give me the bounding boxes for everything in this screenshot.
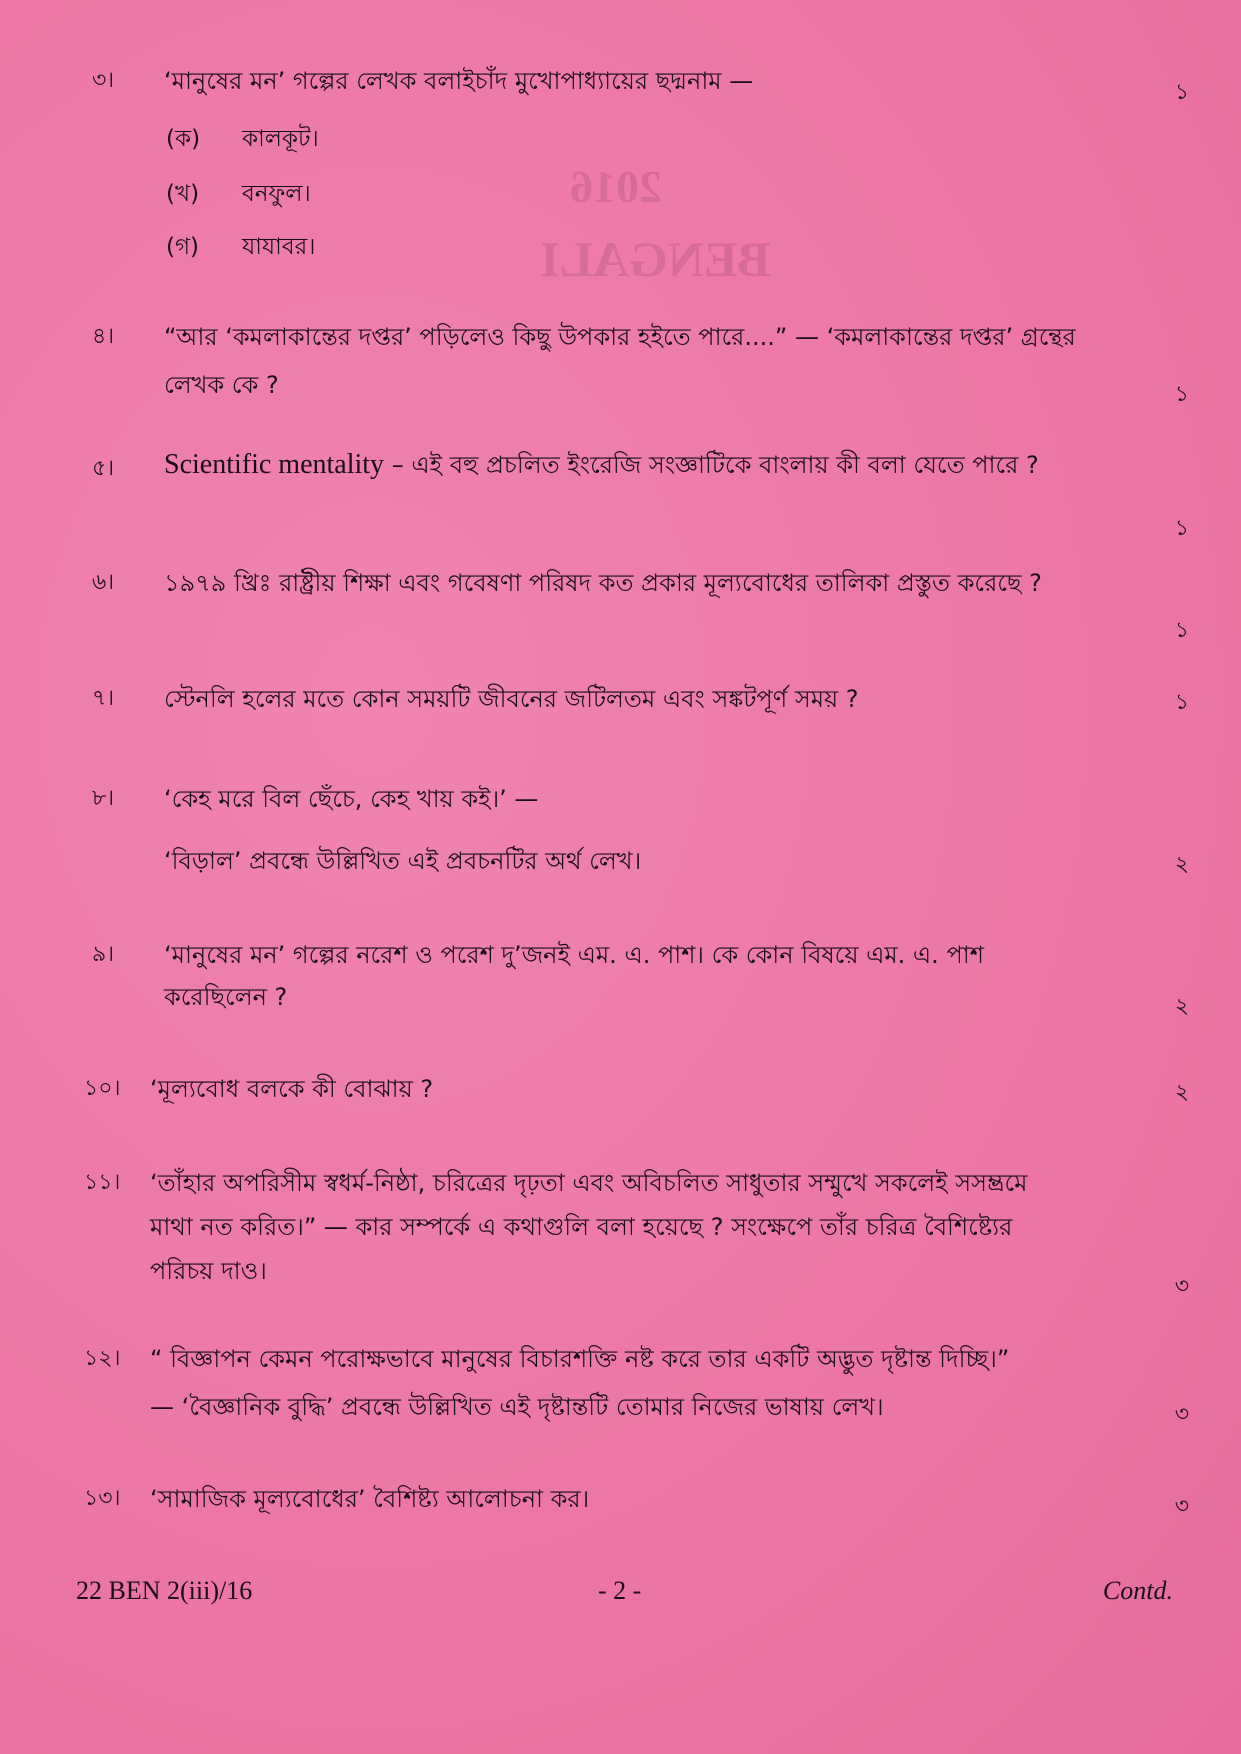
question-text-line-2: লেখক কে ?	[164, 371, 279, 399]
question-number: ১০।	[84, 1076, 121, 1101]
question-text: স্টেনলি হলের মতে কোন সময়টি জীবনের জটিলতম এবং সঙ্কটপূর্ণ সময় ?	[164, 685, 859, 713]
question-marks: ৩	[1174, 1494, 1189, 1519]
paper-code: 22 BEN 2(iii)/16	[76, 1576, 253, 1605]
question-number: ৮।	[92, 786, 115, 811]
question-marks: ১	[1174, 618, 1189, 643]
question-text-line-1: “আর ‘কমলাকান্তের দপ্তর’ পড়িলেও কিছু উপকার হইতে পারে....” — ‘কমলাকান্তের দপ্তর’ গ্রন্থের	[164, 323, 1076, 351]
question-text-line-2: মাথা নত করিত।” — কার সম্পর্কে এ কথাগুলি বলা হয়েছে ? সংক্ষেপে তাঁর চরিত্র বৈশিষ্ট্যের	[150, 1213, 1013, 1241]
question-marks: ২	[1174, 994, 1189, 1019]
question-text-line-1: ‘মানুষের মন’ গল্পের নরেশ ও পরেশ দু’জনই এম. এ. পাশ। কে কোন বিষয়ে এম. এ. পাশ	[164, 941, 984, 969]
question-number: ১১।	[84, 1170, 121, 1195]
question-text-line-2: ‘বিড়াল’ প্রবন্ধে উল্লিখিত এই প্রবচনটির অর্থ লেখ।	[164, 847, 642, 875]
continued-label: Contd.	[1102, 1576, 1173, 1605]
question-marks: ১	[1174, 516, 1189, 541]
question-marks: ১	[1174, 80, 1189, 105]
question-text: ১৯৭৯ খ্রিঃ রাষ্ট্রীয় শিক্ষা এবং গবেষণা পরিষদ কত প্রকার মূল্যবোধের তালিকা প্রস্তুত করেছে ?	[164, 569, 1042, 597]
question-marks: ১	[1174, 690, 1189, 715]
option-label: (ক)	[166, 126, 201, 152]
question-text-line-1: “ বিজ্ঞাপন কেমন পরোক্ষভাবে মানুষের বিচারশক্তি নষ্ট করে তার একটি অদ্ভুত দৃষ্টান্ত দিচ্ছি।”	[150, 1345, 1010, 1373]
question-number: ৪।	[92, 324, 115, 349]
option-text: বনফুল।	[242, 181, 311, 207]
question-marks: ৩	[1174, 1402, 1189, 1427]
option-text: কালকূট।	[242, 126, 319, 152]
question-number: ৬।	[92, 570, 115, 595]
question-text-line-1: ‘তাঁহার অপরিসীম স্বধর্ম-নিষ্ঠা, চরিত্রের দৃঢ়তা এবং অবিচলিত সাধুতার সম্মুখে সকলেই সসম্ভ্রমে	[150, 1169, 1028, 1197]
question-marks: ২	[1174, 852, 1189, 877]
question-marks: ২	[1174, 1080, 1189, 1105]
english-term: Scientific mentality	[164, 449, 385, 480]
option-label: (গ)	[166, 234, 200, 260]
show-through-subject: BENGALI	[540, 231, 771, 287]
question-text-line-1: ‘কেহ মরে বিল ছেঁচে, কেহ খায় কই।’ —	[164, 785, 539, 813]
question-text-line-2: করেছিলেন ?	[164, 983, 288, 1011]
question-text-line-3: পরিচয় দাও।	[150, 1257, 267, 1285]
question-text	[164, 450, 1194, 480]
question-text: ‘সামাজিক মূল্যবোধের’ বৈশিষ্ট্য আলোচনা কর।	[150, 1485, 590, 1513]
show-through-year: 2016	[570, 161, 662, 212]
question-text-rest: – এই বহু প্রচলিত ইংরেজি সংজ্ঞাটিকে বাংলায় কী বলা যেতে পারে ?	[384, 451, 1039, 479]
question-number: ৫।	[92, 456, 115, 481]
question-number: ৯।	[92, 942, 115, 967]
page-number: - 2 -	[598, 1576, 642, 1605]
question-number: ৩।	[92, 68, 115, 93]
question-number: ১২।	[84, 1346, 121, 1371]
question-number: ১৩।	[84, 1486, 121, 1511]
question-text-line-2: — ‘বৈজ্ঞানিক বুদ্ধি’ প্রবন্ধে উল্লিখিত এই দৃষ্টান্তটি তোমার নিজের ভাষায় লেখ।	[150, 1393, 884, 1421]
question-text: ‘মূল্যবোধ বলকে কী বোঝায় ?	[150, 1075, 434, 1103]
question-marks: ৩	[1174, 1274, 1189, 1299]
option-label: (খ)	[166, 181, 200, 207]
question-marks: ১	[1174, 382, 1189, 407]
question-number: ৭।	[92, 686, 115, 711]
option-text: যাযাবর।	[242, 234, 316, 260]
question-text: ‘মানুষের মন’ গল্পের লেখক বলাইচাঁদ মুখোপাধ্যায়ের ছদ্মনাম —	[164, 67, 754, 95]
